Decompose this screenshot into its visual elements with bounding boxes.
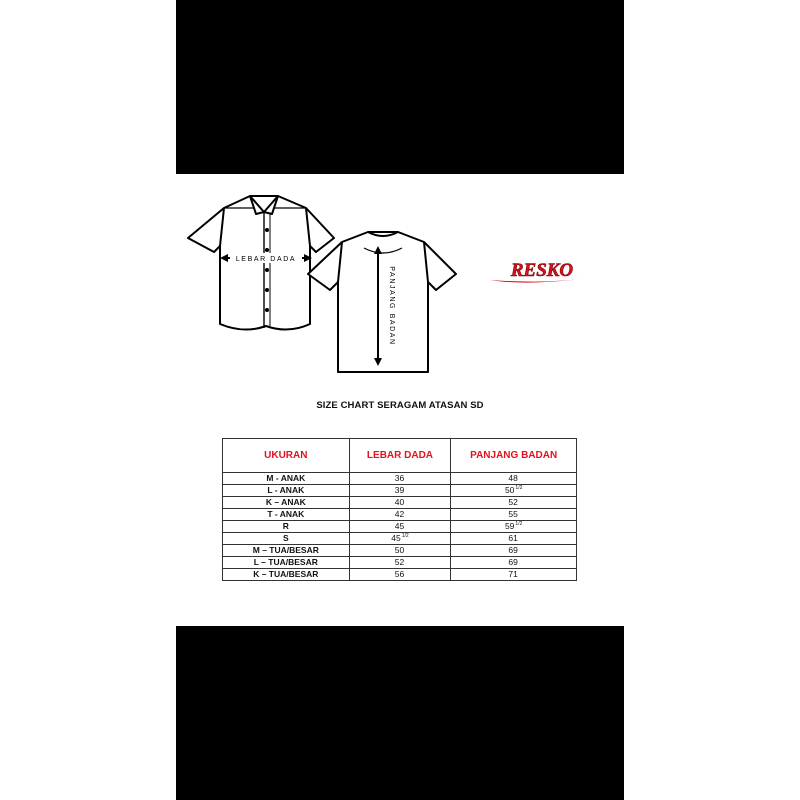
size-cell-value: L – TUA/BESAR <box>253 557 318 567</box>
lebar-dada-cell-value: 45 <box>394 521 405 531</box>
size-cell-value: K – TUA/BESAR <box>253 569 319 579</box>
panjang-badan-cell <box>451 521 577 533</box>
panjang-badan-cell-value: 55 <box>508 509 518 519</box>
lebar-dada-cell <box>349 557 451 569</box>
lebar-dada-cell-value: 39 <box>394 485 405 495</box>
panjang-badan-cell-value: 52 <box>508 497 518 507</box>
size-cell <box>223 533 350 545</box>
panjang-badan-cell-value: 59 <box>504 521 515 531</box>
size-cell <box>223 473 350 485</box>
size-cell <box>223 521 350 533</box>
panjang-badan-cell-value: 71 <box>508 569 518 579</box>
size-cell <box>223 485 350 497</box>
logo-wordmark: RESKO <box>510 260 574 281</box>
panjang-badan-cell <box>451 473 577 485</box>
header-ukuran: UKURAN <box>223 439 350 473</box>
panjang-badan-cell <box>451 497 577 509</box>
lebar-dada-cell-value: 42 <box>394 509 405 519</box>
size-cell-value: M – TUA/BESAR <box>252 545 319 555</box>
panjang-badan-cell-value: 69 <box>508 557 518 567</box>
lebar-dada-label: LEBAR DADA <box>235 256 297 263</box>
lebar-dada-cell-value: 50 <box>394 545 405 555</box>
table-row <box>223 557 577 569</box>
fraction-value: 1/2 <box>515 485 523 491</box>
lebar-dada-cell-value: 52 <box>394 557 405 567</box>
lebar-dada-cell-value: 45 <box>391 533 401 543</box>
top-black-bar <box>176 0 624 174</box>
panjang-badan-cell <box>451 557 577 569</box>
chart-title: SIZE CHART SERAGAM ATASAN SD <box>316 400 484 411</box>
size-cell-value: S <box>282 533 289 543</box>
fraction-value: 1/2 <box>515 521 523 527</box>
panjang-badan-cell-value: 48 <box>508 473 518 483</box>
lebar-dada-cell <box>349 569 451 581</box>
table-row <box>223 497 577 509</box>
table-row <box>223 545 577 557</box>
shirt-back-illustration <box>302 228 462 378</box>
size-cell-value: R <box>282 521 289 531</box>
table-row <box>223 485 577 497</box>
lebar-dada-cell <box>349 509 451 521</box>
table-header-row <box>223 439 577 473</box>
panjang-badan-cell <box>451 569 577 581</box>
size-cell-value: M - ANAK <box>266 473 306 483</box>
bottom-black-bar <box>176 626 624 800</box>
header-panjang-badan: PANJANG BADAN <box>451 439 577 473</box>
size-cell <box>223 545 350 557</box>
panjang-badan-cell-value: 69 <box>508 545 518 555</box>
table-row <box>223 533 577 545</box>
lebar-dada-cell-value: 40 <box>394 497 405 507</box>
size-cell <box>223 557 350 569</box>
panjang-badan-cell <box>451 545 577 557</box>
lebar-dada-cell <box>349 485 451 497</box>
panjang-badan-cell <box>451 509 577 521</box>
resko-logo <box>486 256 596 288</box>
size-cell-value: T - ANAK <box>267 509 305 519</box>
size-cell-value: L - ANAK <box>267 485 305 495</box>
size-cell-value: K – ANAK <box>265 497 306 507</box>
table-row <box>223 569 577 581</box>
lebar-dada-cell-value: 56 <box>394 569 405 579</box>
lebar-dada-cell <box>349 473 451 485</box>
panjang-badan-cell <box>451 485 577 497</box>
lebar-dada-cell <box>349 497 451 509</box>
panjang-badan-cell-value: 61 <box>508 533 518 543</box>
table-row <box>223 509 577 521</box>
lebar-dada-cell <box>349 521 451 533</box>
size-cell <box>223 509 350 521</box>
lebar-dada-cell <box>349 533 451 545</box>
fraction-value: 1/2 <box>401 533 409 539</box>
size-table <box>222 438 577 581</box>
panjang-badan-cell <box>451 533 577 545</box>
size-cell <box>223 569 350 581</box>
header-lebar-dada: LEBAR DADA <box>349 439 451 473</box>
panjang-badan-cell-value: 50 <box>504 485 515 495</box>
table-row <box>223 473 577 485</box>
size-cell <box>223 497 350 509</box>
lebar-dada-cell <box>349 545 451 557</box>
table-row <box>223 521 577 533</box>
panjang-badan-label: PANJANG BADAN <box>388 266 395 346</box>
size-chart-image <box>176 174 624 626</box>
lebar-dada-cell-value: 36 <box>394 473 405 483</box>
